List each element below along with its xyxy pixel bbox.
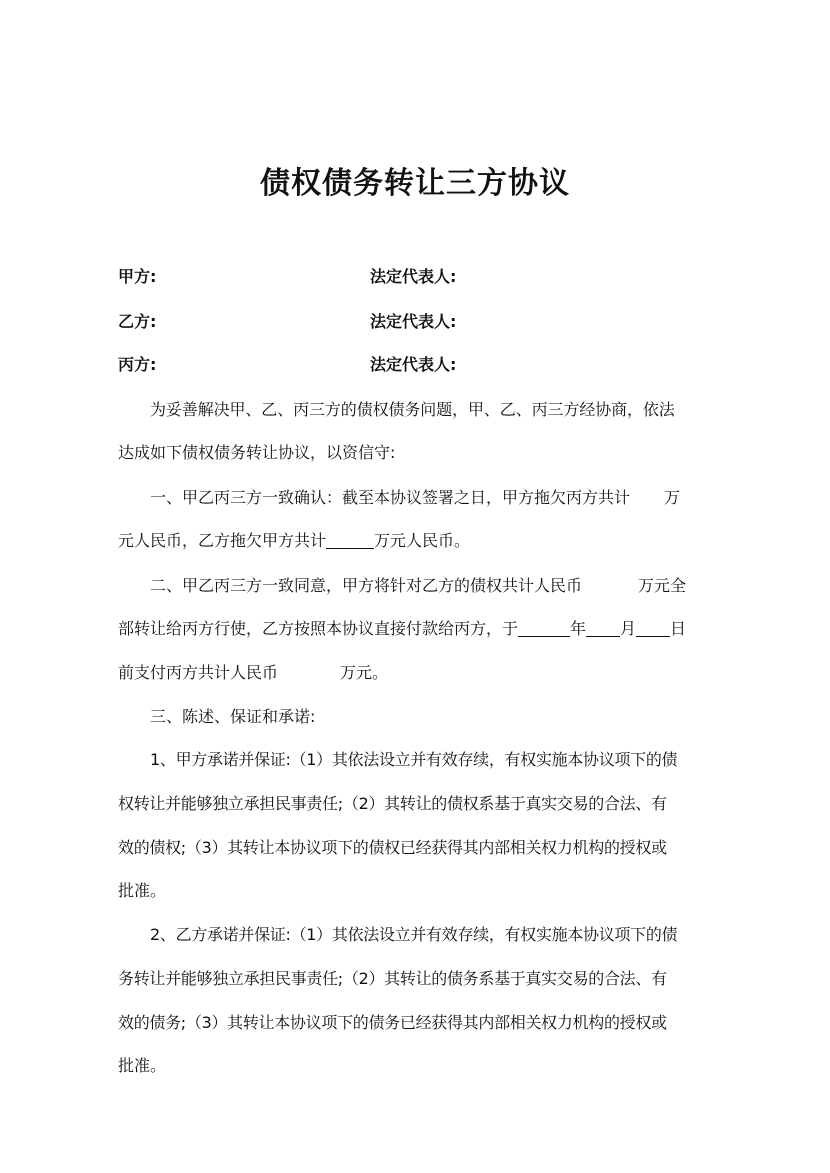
party-a-label: 甲方: — [118, 267, 157, 286]
clause-3-2-line-3: 效的债务;（3）其转让本协议项下的债务已经获得其内部相关权力机构的授权或 — [118, 1013, 667, 1032]
clause-3-1-line-4: 批准。 — [118, 881, 167, 900]
clause-3-2-line-2: 务转让并能够独立承担民事责任;（2）其转让的债务系基于真实交易的合法、有 — [118, 969, 667, 988]
clause-1-line-2: 元人民币，乙方拖欠甲方共计 万元人民币。 — [118, 531, 471, 550]
party-b-label: 乙方: — [118, 312, 157, 331]
clause-3-heading: 三、陈述、保证和承诺: — [150, 707, 316, 726]
party-c-row — [118, 352, 457, 375]
clause-3-1-line-1: 1、甲方承诺并保证:（1）其依法设立并有效存续，有权实施本协议项下的债 — [150, 750, 678, 769]
preamble-line-1: 为妥善解决甲、乙、丙三方的债权债务问题，甲、乙、丙三方经协商，依法 — [150, 400, 675, 419]
month-blank — [586, 620, 620, 637]
party-c-rep-label: 法定代表人: — [370, 355, 457, 374]
clause-2-line-2: 部转让给丙方行使，乙方按照本协议直接付款给丙方，于 年 月 日 — [118, 619, 687, 638]
document-title: 债权债务转让三方协议 — [260, 166, 570, 201]
clause-3-1-line-3: 效的债权;（3）其转让本协议项下的债权已经获得其内部相关权力机构的授权或 — [118, 838, 667, 857]
party-b-row — [118, 309, 457, 332]
clause-2-line-1: 二、甲乙丙三方一致同意，甲方将针对乙方的债权共计人民币 万元全 — [150, 576, 687, 595]
day-blank — [636, 620, 670, 637]
preamble-line-2: 达成如下债权债务转让协议，以资信守: — [118, 443, 396, 462]
party-b-rep-label: 法定代表人: — [370, 312, 457, 331]
clause-3-2-line-1: 2、乙方承诺并保证:（1）其依法设立并有效存续，有权实施本协议项下的债 — [150, 925, 678, 944]
amount-blank — [326, 532, 374, 549]
clause-3-2-line-4: 批准。 — [118, 1056, 167, 1075]
party-a-rep-label: 法定代表人: — [370, 267, 457, 286]
watermark: ​ — [250, 360, 350, 459]
year-blank — [518, 620, 570, 637]
clause-3-1-line-2: 权转让并能够独立承担民事责任;（2）其转让的债权系基于真实交易的合法、有 — [118, 794, 667, 813]
clause-2-line-3: 前支付丙方共计人民币 万元。 — [118, 663, 389, 682]
party-a-row — [118, 264, 457, 287]
clause-1-line-1: 一、甲乙丙三方一致确认：截至本协议签署之日，甲方拖欠丙方共计 万 — [150, 488, 681, 507]
party-c-label: 丙方: — [118, 355, 157, 374]
